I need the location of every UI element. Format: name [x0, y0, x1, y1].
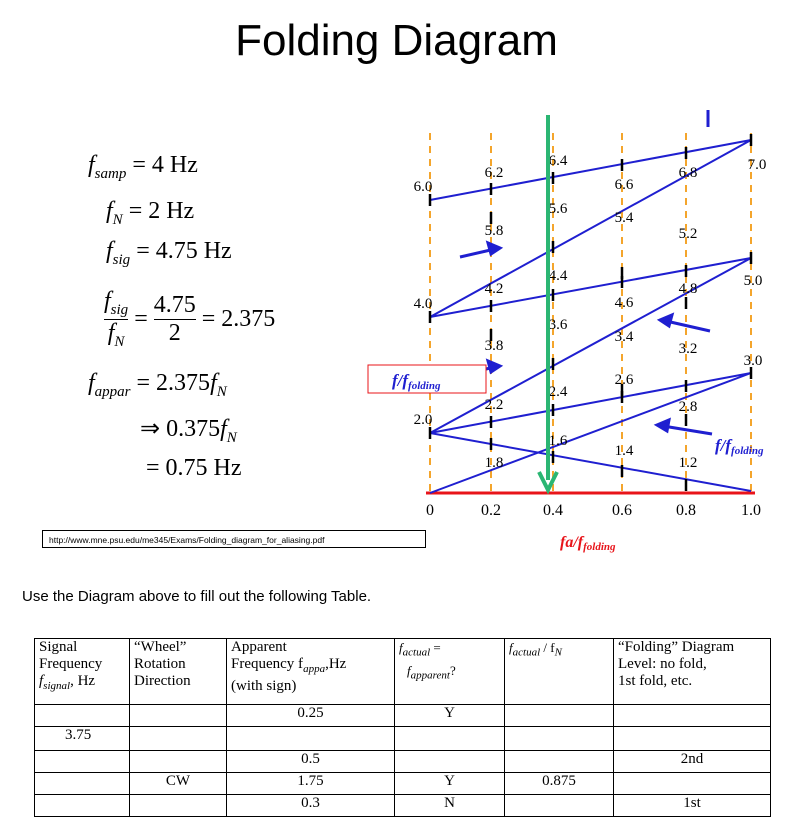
svg-text:1.4: 1.4 — [614, 443, 634, 459]
svg-text:6.8: 6.8 — [678, 165, 698, 181]
value-labels — [414, 153, 767, 471]
svg-text:3.8: 3.8 — [484, 338, 504, 354]
x-tick: 0.8 — [676, 502, 696, 519]
source-url: http://www.mne.psu.edu/me345/Exams/Folding_diagram_for_aliasing.pdf — [42, 530, 426, 548]
svg-text:3.2: 3.2 — [678, 341, 698, 357]
table-row: 0.25 Y — [35, 705, 771, 727]
svg-text:7.0: 7.0 — [747, 157, 767, 173]
eq-line-a: ⇒ $0.375f_N$ — [140, 416, 237, 446]
eq-ratio: $f_{sig}$ $f_N$ = $\frac{4.75}{2}$ = 2.375 — [104, 288, 276, 350]
svg-text:1.8: 1.8 — [484, 455, 504, 471]
x-axis-label: fa/ffolding — [560, 534, 616, 553]
svg-text:1.6: 1.6 — [548, 433, 568, 449]
zigzag-line — [430, 140, 751, 493]
svg-text:1.2: 1.2 — [678, 455, 698, 471]
svg-text:2.4: 2.4 — [548, 384, 568, 400]
header-wheel-rotation: “Wheel” Rotation Direction — [130, 639, 227, 705]
eq-f-appar: $f_{appar} = 2.375f_N$ — [88, 370, 227, 400]
folding-label-left: f/ffolding — [392, 371, 441, 392]
svg-text:4.4: 4.4 — [548, 268, 568, 284]
x-tick: 0.6 — [612, 502, 632, 519]
eq-f-n: $f_N = 2$ Hz — [106, 198, 195, 228]
svg-text:2.2: 2.2 — [484, 397, 504, 413]
x-tick: 0.2 — [481, 502, 501, 519]
eq-f-samp: $f_{samp} = 4$ Hz — [88, 152, 198, 182]
svg-text:5.0: 5.0 — [743, 273, 763, 289]
table-row: 3.75 — [35, 727, 771, 751]
table-header-row — [35, 639, 771, 705]
svg-text:6.2: 6.2 — [484, 165, 504, 181]
svg-text:5.2: 5.2 — [678, 226, 698, 242]
fill-table — [34, 638, 771, 817]
page-title: Folding Diagram — [235, 16, 558, 65]
tick-marks — [430, 134, 751, 491]
svg-text:6.4: 6.4 — [548, 153, 568, 169]
eq-line-b: = 0.75 Hz — [146, 455, 242, 481]
svg-text:6.6: 6.6 — [614, 177, 634, 193]
instruction-text: Use the Diagram above to fill out the following Table. — [22, 588, 372, 605]
folding-diagram — [360, 95, 780, 565]
svg-text:4.8: 4.8 — [678, 281, 698, 297]
zigzag-top-segment — [430, 433, 751, 491]
svg-text:3.4: 3.4 — [614, 329, 634, 345]
x-axis-ticks — [426, 502, 761, 519]
x-tick: 0.4 — [543, 502, 563, 519]
svg-text:4.0: 4.0 — [413, 296, 433, 312]
svg-text:2.0: 2.0 — [413, 412, 433, 428]
eq-f-sig: $f_{sig} = 4.75$ Hz — [106, 238, 232, 268]
header-factual-equals: $f_{actual}$ = $f_{apparent}$? — [395, 639, 505, 705]
svg-text:2.6: 2.6 — [614, 372, 634, 388]
svg-text:4.2: 4.2 — [484, 281, 504, 297]
svg-text:3.0: 3.0 — [743, 353, 763, 369]
svg-text:3.6: 3.6 — [548, 317, 568, 333]
grid-lines — [430, 133, 751, 493]
svg-text:5.8: 5.8 — [484, 223, 504, 239]
header-apparent-frequency: Apparent Frequency $f_{appa},Hz$ (with sign) — [227, 639, 395, 705]
table-row: 0.3 N 1st — [35, 795, 771, 817]
header-folding-level: “Folding” Diagram Level: no fold, 1st fold, etc. — [614, 639, 771, 705]
folding-label-right: f/ffolding — [715, 436, 764, 457]
header-signal-frequency: Signal Frequency $f_{signal}$, Hz — [35, 639, 130, 705]
svg-text:5.4: 5.4 — [614, 210, 634, 226]
x-tick: 0 — [426, 502, 434, 519]
svg-text:2.8: 2.8 — [678, 399, 698, 415]
header-factual-over-fn: $f_{actual} / f_N$ — [505, 639, 614, 705]
svg-text:6.0: 6.0 — [413, 179, 433, 195]
table-row: 0.5 2nd — [35, 751, 771, 773]
svg-text:4.6: 4.6 — [614, 295, 634, 311]
svg-text:5.6: 5.6 — [548, 201, 568, 217]
table-row: CW 1.75 Y 0.875 — [35, 773, 771, 795]
x-tick: 1.0 — [741, 502, 761, 519]
